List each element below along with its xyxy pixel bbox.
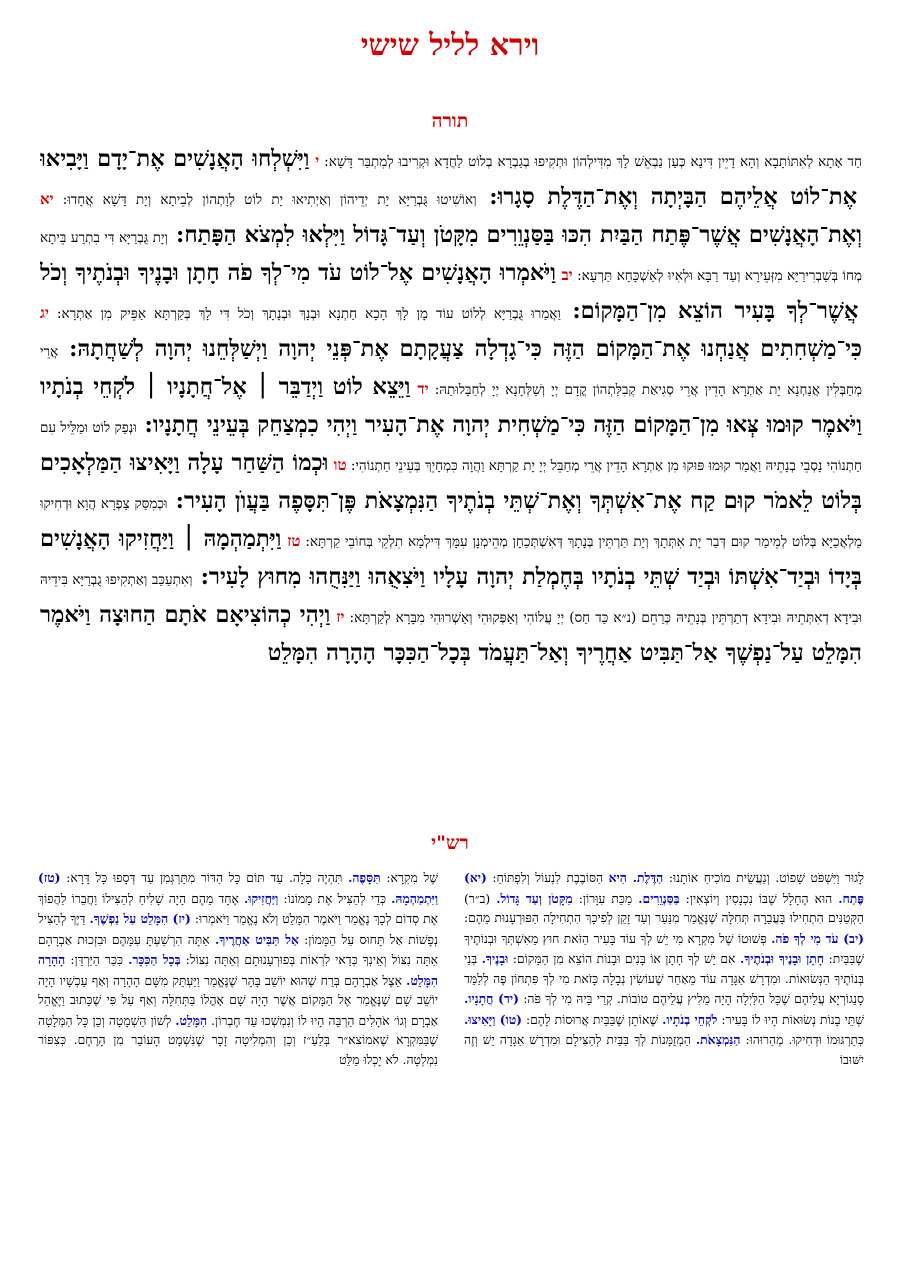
- rashi-comment-text: (ב״ר) הַקְּטַנִּים הִתְחִילוּ בָּעֲבֵרָה תְּחִלָּה שֶׁנֶּאֱמַר מִנַּעַר וְעַד זָקֵן לְפִיכָךְ הִתְחִילָה הַפּוּרְעָנוּת מֵהֶם:: [464, 891, 864, 925]
- onkelos-text: וַאֲמַרוּ גֻּבְרַיָּא לְלוֹט עוֹד מָן לָךְ הָכָא חַתְנָא וּבְנָךְ וּבְנָתָךְ וְכֹל דִּי לָךְ בְּקַרְתָּא אַפֵּיק מִן אַתְרָא:: [48, 306, 561, 322]
- rashi-heading-phrase: וּבָנֶיךָ.: [481, 951, 509, 966]
- verse-text: וּכְמוֹ הַשַּׁחַר עָלָה וַיָּאִיצוּ הַמַּלְאָכִים בְּלוֹט לֵאמֹר קוּם קַח אֶת־אִשְׁתְּךָ וְאֶת־שְׁתֵּי בְנֹתֶיךָ הַנִּמְצָאֹת פֶּן־תִּסָּפֶה בַּעֲוֺן הָעִיר:: [40, 450, 862, 514]
- rashi-column-left: [38, 868, 438, 1256]
- rashi-heading-phrase: (טז) וַיִּתְמַהְמָהּ.: [38, 870, 438, 906]
- verse-text: וַיִּשְׁלְחוּ הָאֲנָשִׁים אֶת־יָדָם וַיָּבִיאוּ אֶת־לוֹט אֲלֵיהֶם הַבָּיְתָה וְאֶת־הַדֶּלֶת סָגָרוּ:: [40, 146, 858, 210]
- rashi-comment-text: אֵצֶל אַבְרָהָם בְּרַח שֶׁהוּא יוֹשֵׁב בָּהָר שֶׁנֶּאֱמַר וַיַּעְתֵּק מִשָּׁם הָהָרָה וְאַף עַכְשָׁיו הָיָה יוֹשֵׁב שָׁם שֶׁנֶּאֱמַר אֶל הַמָּקוֹם אֲשֶׁר הָיָה שָׁם אָהֳלוֹ בַּתְּחִלָּה וְאַף עַל פִּי שֶׁכָּתוּב וַיֶּאֱהַל אַבְרָם וְגוֹ׳ אֹהָלִים הַרְבֵּה הָיוּ לוֹ וְנִמְשְׁכוּ עַד חֶבְרוֹן.: [38, 973, 438, 1028]
- verse-number: טז: [281, 532, 301, 550]
- verse-text: וַיֵּצֵא לוֹט וַיְדַבֵּר ׀ אֶל־חֲתָנָיו ׀ לֹקְחֵי בְנֹתָיו וַיֹּאמֶר קוּמוּ צְּאוּ מִן־הַמָּקוֹם הַזֶּה כִּי־מַשְׁחִית יְהוָה אֶת־הָעִיר וַיְהִי כִמְצַחֵק בְּעֵינֵי חֲתָנָיו:: [40, 374, 862, 438]
- verse-number: יב: [556, 266, 573, 284]
- rashi-heading-phrase: חָתָן וּבָנֶיךָ וּבְנֹתֶיךָ.: [739, 951, 825, 966]
- rashi-heading-phrase: תִּסָּפֶה.: [348, 870, 381, 885]
- verse-number: טו: [328, 456, 347, 474]
- rashi-heading-phrase: מִקָּטֹן וְעַד גָּדוֹל.: [496, 890, 573, 906]
- rashi-comment-text: לְשׁוֹן הַשְׁמָטָה וְכֵן כָּל הַמְּלָטָה שֶׁבַּמִּקְרָא שֶׁאמוֹצא״ר בְּלַעַ״ז וְכֵן וְהִמְלִיטָה זָכָר שֶׁנִּשְׁמָט הָעוֹבֵר מִן הָרֶחֶם. כְּצִפּוֹר נִמְלְטָה. לֹא יָכְלוּ מַלֵּט: [38, 1013, 438, 1067]
- rashi-comment-text: דַּיֶּךָ לְהַצִּיל נְפָשׁוֹת אַל תָּחוּס עַל הַמָּמוֹן:: [38, 912, 438, 947]
- rashi-heading-phrase: (יב) עֹד מִי לְךָ פֹה.: [771, 930, 864, 946]
- rashi-heading-phrase: (טו) וַיָּאִיצוּ.: [464, 1011, 522, 1027]
- rashi-comment-text: תִּהְיֶה כָלָה. עַד תּוֹם כָּל הַדּוֹר מִתַּרְגְּמִן עַד דְּסָפוּ כָּל דָּרָא:: [60, 871, 349, 885]
- rashi-comment-text: כְּתַרְגּוּמוֹ וּדְחִיקוּ. מְהַרוּהוּ:: [740, 1033, 864, 1047]
- onkelos-text: וְיָת גֻּבְרַיָּא דִּי בִתְרַע בֵּיתָא מְחוֹ בְּשַׁבְרִירַיָּא מִזְּעֵירָא וְעַד רַבָּא וּלְאִיוּ לְאַשְׁכָּחָא תַּרְעָא:: [40, 230, 862, 284]
- torah-heading: תורה: [431, 110, 469, 132]
- rashi-heading-phrase: הָהָרָה הִמָּלֵט.: [38, 952, 438, 988]
- rashi-heading-phrase: הַדֶּלֶת. הִיא: [608, 870, 664, 885]
- rashi-commentary: [38, 868, 864, 1256]
- onkelos-text: וְאוֹשִׁיטוּ גֻּבְרַיָּא יָת יְדֵיהוֹן וְאַיְתִיאוּ יָת לוֹט לְוָתְהוֹן לְבֵיתָא וְיָת דָּשָׁא אֲחָדוּ:: [53, 192, 477, 208]
- rashi-heading-phrase: לֹקְחֵי בְנֹתָיו.: [662, 1011, 718, 1027]
- page-title: וירא לליל שישי: [360, 28, 540, 63]
- torah-text-block: [40, 140, 862, 820]
- rashi-comment-text: אֶחָד מֵהֶם הָיָה שָׁלִיחַ לְהַצִּילוֹ וַחֲבֵרוֹ לַהֲפוֹךְ אֶת סְדוֹם לְכָךְ נֶאֱמַר וַיֹּאמֶר הִמָּלֵט וְלֹא נֶאֱמַר וַיֹּאמְרוּ:: [38, 891, 438, 926]
- rashi-heading-phrase: וַיַּחֲזִיקוּ.: [244, 890, 279, 906]
- rashi-comment-text: כְּדֵי לְהַצִּיל אֶת מָמוֹנוֹ:: [278, 891, 392, 906]
- onkelos-text: וּנְפַק לוֹט וּמַלֵּיל עִם חַתְנוֹהִי נָסְבֵי בְנָתֵיהּ וַאֲמַר קוּמוּ פּוּקוּ מִן אַתְרָא הָדֵין אֲרֵי מְחַבֵּל יְיָ יָת קַרְתָּא וַהֲוָה כִּמְחָיֵךְ בְּעֵינֵי חַתְנוֹהִי:: [40, 420, 862, 474]
- rashi-comment-text: אִם יֵשׁ לְךָ חָתָן אוֹ בָּנִים וּבָנוֹת הוֹצֵא מִן הַמָּקוֹם:: [508, 952, 740, 966]
- verse-number: י: [309, 152, 320, 170]
- rashi-heading-phrase: (יז) הִמָּלֵט עַל נַפְשֶׁךָ.: [89, 911, 191, 926]
- onkelos-text: אֲרֵי מְחַבְּלִין אֲנַחְנָא יָת אַתְרָא הָדֵין אֲרֵי סְגִיאַת קְבִלַּתְהוֹן קֳדָם יְיָ וְשַׁלְּחָנָא יְיָ לְחַבָּלוּתַהּ:: [40, 344, 862, 398]
- rashi-comment-text: בְּנֵי בְּנוֹתֶיךָ הַנְּשׂוּאוֹת. וּמִדְרָשׁ אַגָּדָה עוֹד מֵאַחַר שֶׁעוֹשִׂין נְבָלָה כָּזֹאת מִי לְךָ פִּתְחוֹן פֶּה לְלַמֵּד סָנֵגוֹרְיָא עֲלֵיהֶם שֶׁכָּל הַלַּיְלָה הָיָה מֵלִיץ עֲלֵיהֶם טוֹבוֹת. קְרֵי בֵּיהּ מִי לְךָ פֹּה:: [464, 952, 864, 1006]
- rashi-comment-text: שֶׁאוֹתָן שֶׁבַּבַּיִת אֲרוּסוֹת לָהֶם:: [521, 1012, 663, 1027]
- onkelos-text: וּכְמִסַּק צַפְרָא הֲוָא וּדְחִיקוּ מַלְאֲכַיָּא בְּלוֹט לְמֵימַר קוּם דְּבַר יָת אִתְּתָךְ וְיָת תַּרְתֵּין בְּנָתָךְ דְּאִשְׁתְּכַחָן מְהֵימְנָן עִמָּךְ דִּילְמָא תִלְקֵי בְּחוֹבֵי קַרְתָּא:: [40, 496, 862, 550]
- rashi-comment-text: לָגוּר וַיִּשְׁפֹּט שָׁפוֹט. וְנַעֲשֵׂית מוֹכִיחַ אוֹתָנוּ:: [663, 871, 864, 885]
- rashi-comment-text: אַתָּה הִרְשַׁעְתָּ עִמָּהֶם וּבִזְכוּת אַבְרָהָם אַתָּה נִצּוֹל וְאֵינְךָ כְּדַאי לִרְאוֹת בְּפוּרְעָנוּתָם וְאַתָּה נִצּוֹל:: [38, 932, 438, 967]
- verse-text: כִּי־מַשְׁחִתִים אֲנַחְנוּ אֶת־הַמָּקוֹם הַזֶּה כִּי־גָדְלָה צַעֲקָתָם אֶת־פְּנֵי יְהוָה וַיְשַׁלְּחֵנוּ יְהוָה לְשַׁחֲתָהּ:: [58, 336, 862, 362]
- rashi-heading-phrase: (יא) פֶּתַח.: [464, 870, 864, 906]
- verse-text: וַיֹּאמְרוּ הָאֲנָשִׁים אֶל־לוֹט עֹד מִי־לְךָ פֹה חָתָן וּבָנֶיךָ וּבְנֹתֶיךָ וְכֹל אֲשֶׁר־לְךָ בָּעִיר הוֹצֵא מִן־הַמָּקוֹם:: [40, 260, 859, 324]
- rashi-comment-text: שֶׁל מִקְרָא:: [380, 871, 438, 885]
- rashi-comment-text: הוּא הֶחָלָל שֶׁבּוֹ נִכְנָסִין וְיוֹצְאִין:: [679, 891, 839, 906]
- rashi-comment-text: שְׁתֵּי בָנוֹת נְשׂוּאוֹת הָיוּ לוֹ בָּעִיר:: [717, 1012, 864, 1027]
- rashi-heading-phrase: הִמָּלֵט.: [175, 1012, 208, 1028]
- onkelos-text: חַד אָתָא לְאִתּוֹתָבָא וְהָא דָיֵין דִּינָא כְּעַן נַבְאֵשׁ לָךְ מִדִּילְהוֹן וּתְקִיפוּ בְגַבְרָא בְלוֹט לַחֲדָא וּקְרִיבוּ לְמִתְבַּר דָּשָׁא:: [319, 154, 862, 170]
- verse-number: יג: [40, 304, 49, 322]
- verse-text: וַיִּתְמַהְמָהּ ׀ וַיַּחֲזִיקוּ הָאֲנָשִׁים בְּיָדוֹ וּבְיַד־אִשְׁתּוֹ וּבְיַד שְׁתֵּי בְנֹתָיו בְּחֶמְלַת יְהוָה עָלָיו וַיֹּצִאֻהוּ וַיַּנִּחֻהוּ מִחוּץ לָעִיר:: [40, 526, 862, 590]
- rashi-comment-text: כִּכַּר הַיַּרְדֵּן:: [65, 953, 129, 967]
- onkelos-text: וְאִתְעַכַּב וְאַתְקִיפוּ גֻבְרַיָּא בִּידֵיהּ וּבִידָא דְאִתְּתֵיהּ וּבִידָא דְתַרְתֵּין בְּנָתֵיהּ כְּרַחֵם (נ״א כַּד חַס) יְיָ עֲלוֹהִי וְאַפְּקוּהִי וְאַשְׁרוּהִי מִבָּרָא לְקַרְתָּא:: [40, 572, 862, 626]
- rashi-heading-phrase: אַל תַּבִּיט אַחֲרֶיךָ.: [215, 931, 299, 947]
- rashi-column-right: [464, 868, 864, 1256]
- rashi-heading-phrase: בַּסַּנְוֵרִים.: [638, 890, 680, 906]
- rashi-comment-text: מַכַּת עִוָּרוֹן:: [572, 891, 639, 906]
- verse-number: יא: [40, 190, 54, 208]
- rashi-comment-text: הַסּוֹבֶבֶת לִנְעוֹל וְלִפְתּוֹחַ:: [486, 871, 609, 885]
- rashi-heading-phrase: בְּכָל הַכִּכָּר.: [128, 952, 181, 967]
- verse-number: יז: [330, 608, 345, 626]
- rashi-heading: רש"י: [431, 832, 469, 854]
- verse-text: וַיְהִי כְהוֹצִיאָם אֹתָם הַחוּצָה וַיֹּאמֶר הִמָּלֵט עַל־נַפְשֶׁךָ אַל־תַּבִּיט אַחֲרֶיךָ וְאַל־תַּעֲמֹד בְּכָל־הַכִּכָּר הָהָרָה הִמָּלֵט: [40, 602, 862, 666]
- rashi-heading-phrase: הַנִּמְצָאֹת.: [695, 1032, 741, 1047]
- verse-number: יד: [410, 380, 429, 398]
- verse-text: וְאֶת־הָאֲנָשִׁים אֲשֶׁר־פֶּתַח הַבַּיִת הִכּוּ בַּסַּנְוֵרִים מִקָּטֹן וְעַד־גָּדוֹל וַיִּלְאוּ לִמְצֹא הַפָּתַח:: [167, 222, 862, 248]
- rashi-heading-phrase: (יד) חֲתָנָיו.: [464, 991, 519, 1006]
- rashi-comment-text: פְּשׁוּטוֹ שֶׁל מִקְרָא מִי יֵשׁ לְךָ עוֹד בָּעִיר הַזֹּאת חוּץ מֵאִשְׁתְּךָ וּבְנוֹתֶיךָ שֶׁבַּבַּיִת:: [464, 931, 864, 966]
- rashi-comment-text: הַמְזֻמָּנוֹת לְךָ בַּבַּיִת לְהַצִּילָם וּמִדְרָשׁ אַגָּדָה יֵשׁ וְזֶה יִשּׁוּבוֹ: [464, 1033, 864, 1067]
